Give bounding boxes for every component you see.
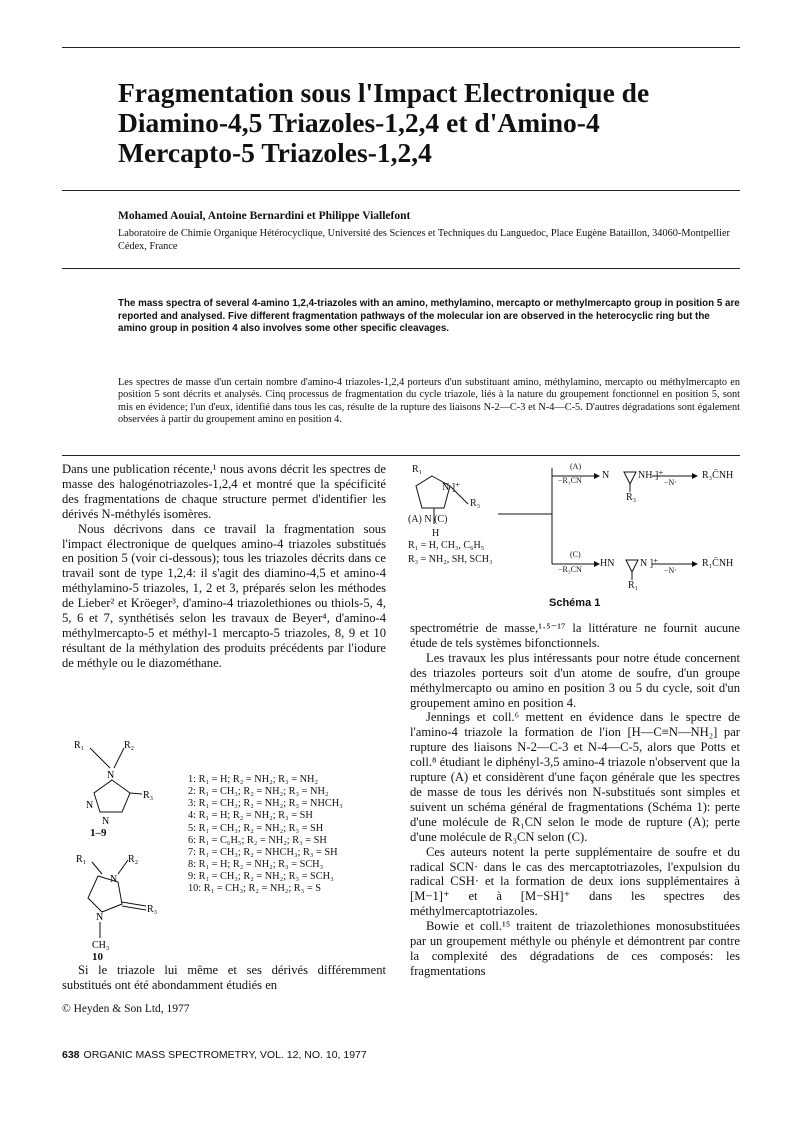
triazole-structure-10 bbox=[62, 852, 172, 952]
product-bottom: R₁C̄NH bbox=[702, 558, 734, 569]
article-title: Fragmentation sous l'Impact Electronique de Diamino-4,5 Triazoles-1,2,4 et d'Amino-4 Mercapto-5 Triazoles-1,2,4 bbox=[118, 77, 650, 168]
svg-text:R₂: R₂ bbox=[128, 854, 139, 865]
compound-list bbox=[188, 774, 343, 896]
abstract-french: Les spectres de masse d'un certain nombre d'amino-4 triazoles-1,2,4 porteurs d'un substituant amino, méthylamino, mercapto ou méthylmercapto en position 5 sont décrits et analysés. Cinq processus de fragmentation du cycle triazole, liés à la nature du groupement fonctionnel en position 5, sont mis en évidence; l'un d'eux, identifié dans tous les cas, résulte de la rupture des liaisons N-2—C-3 et N-4—C-5. D'autres dégradations sont également observées à partir du groupement amino en position 4. bbox=[118, 377, 740, 426]
paragraph: Ces auteurs notent la perte supplémentaire de soufre et du radical SCN· dans le cas des mercaptotriazoles, l'expulsion du radical CSH· et la formation de deux ions supplémentaires à [M−1]⁺ et à [M−SH]⁺ dans les spectres des méthylmercaptotriazoles. bbox=[410, 844, 740, 919]
compound-item: 4: R₁ = H; R₂ = NH₂; R₃ = SH bbox=[188, 810, 313, 822]
compound-item: 9: R₁ = CH₃; R₂ = NH₂; R₃ = SCH₃ bbox=[188, 871, 334, 883]
svg-text:R₂: R₂ bbox=[124, 740, 135, 751]
journal-reference: ORGANIC MASS SPECTROMETRY, VOL. 12, NO. 10, 1977 bbox=[83, 1049, 367, 1061]
svg-text:N: N bbox=[86, 800, 94, 811]
compound-item: 7: R₁ = CH₃; R₂ = NHCH₃; R₃ = SH bbox=[188, 846, 338, 858]
paragraph: Jennings et coll.⁶ mettent en évidence dans le spectre de l'amino-4 triazole la formation de l'ion [H—C≡N—NH₂] par rupture des liaisons N-2—C-3 et N-4—C-5, alors que Potts et coll.⁸ étudiant le diphényl-3,5 amino-4 triazole n'observent que la rupture (A) et considèrent d'une façon générale que les spectres de masse de tous les dérivés non N-substitués sont simples et suivent un schéma général de fragmentations (Schéma 1): perte d'une molécule de R₁CN selon le mode de rupture (A); perte d'une molécule de R₃CN selon (C). bbox=[410, 710, 740, 844]
compound-item: 5: R₁ = CH₃; R₂ = NH₂; R₃ = SH bbox=[188, 822, 324, 834]
r3-definition: R₃ = NH₂, SH, SCH₃ bbox=[408, 554, 493, 565]
paragraph: Si le triazole lui même et ses dérivés différemment substitués ont été abondamment étudiés en bbox=[62, 963, 386, 992]
svg-text:CH₃: CH₃ bbox=[92, 940, 110, 951]
copyright: © Heyden & Son Ltd, 1977 bbox=[62, 1003, 190, 1015]
paragraph: Dans une publication récente,¹ nous avons décrit les spectres de masse des halogénotriazoles-1,2,4 et montré que la spécificité des fragmentations de chaque structure permet d'identifier les dérivés N-méthylés isomères. bbox=[62, 462, 386, 521]
product-top: R₃C̄NH bbox=[702, 470, 734, 481]
svg-text:R₁: R₁ bbox=[74, 740, 85, 751]
top-rule bbox=[62, 47, 740, 48]
triazole-structure-1-9 bbox=[62, 738, 172, 828]
svg-text:N: N bbox=[102, 816, 110, 827]
left-column-top bbox=[62, 462, 386, 671]
compound-item: 8: R₁ = H; R₂ = NH₂; R₃ = SCH₃ bbox=[188, 859, 324, 871]
paragraph: Nous décrivons dans ce travail la fragmentation sous l'impact électronique de quelques amino-4 triazoles substitués en position 5 (voir ci-dessous); tous les triazoles décrits dans ce travail sont de type 1,2,4: il s'agit des diamino-4,5 et amino-4 méthylamino-5 triazoles, 1, 2 et 3, préparés selon les méthodes de Lieber² et Kröeger³, d'amino-4 triazolethiones ou thiols-5, 4, 5, 6 et 7, synthétisés selon les travaux de Beyer⁴, d'amino-4 méthylmercapto-5 et méthyl-1 mercapto-5 triazoles, 8, 9 et 10 résultant de la méthylation des produits précédents par l'iodure de méthyle ou le diazométhane. bbox=[62, 521, 386, 670]
scheme-caption: Schéma 1 bbox=[549, 597, 601, 609]
compound-item: 10: R₁ = CH₃; R₂ = NH₂; R₃ = S bbox=[188, 883, 321, 895]
compound-item: 1: R₁ = H; R₂ = NH₂; R₃ = NH₂ bbox=[188, 774, 319, 785]
abstract-english: The mass spectra of several 4-amino 1,2,4-triazoles with an amino, methylamino, mercapto or methylmercapto group in position 5 are reported and analysed. Five different fragmentation pathways of the molecular ion are observed in the heterocyclic ring but the amino group in position 4 also involves some other specific cleavages. bbox=[118, 298, 740, 335]
svg-text:N: N bbox=[96, 912, 104, 923]
path-c-loss: −R₃CN bbox=[558, 565, 582, 574]
fragmentation-scheme: R₁ N ]⁺ R₃ (A) N (C) H R₁ = H, CH₃, C₆H₅ R₃ = NH₂, SH, SCH₃ (A) −R₁CN N NH ]⁺ R₃ −N· R₃C̄NH (C) −R₃CN HN N ]⁺ R₁ −N· R₁C̄NH bbox=[408, 462, 734, 591]
path-a-label: (A) bbox=[570, 462, 582, 471]
paragraph: Les travaux les plus intéressants pour notre étude concernent des triazoles porteurs soit d'un atome de soufre, d'un groupe méthylmercapto ou amino en position 3 ou 5 du cycle, soit d'un groupement amino en position 4. bbox=[410, 650, 740, 710]
loss-nitrogen-bottom: −N· bbox=[664, 566, 677, 575]
svg-text:R₁: R₁ bbox=[76, 854, 87, 865]
path-c-label: (C) bbox=[570, 550, 581, 559]
authors: Mohamed Aouial, Antoine Bernardini et Philippe Viallefont bbox=[118, 210, 411, 222]
right-column bbox=[410, 621, 740, 979]
page-number: 638 bbox=[62, 1049, 80, 1061]
loss-nitrogen-top: −N· bbox=[664, 478, 677, 487]
paragraph: spectrométrie de masse,¹·⁵⁻¹⁷ la littérature ne fournit aucune étude de tels systèmes bifonctionnels. bbox=[410, 621, 740, 650]
paragraph: Bowie et coll.¹⁵ traitent de triazolethiones monosubstituées par un groupement méthyle ou phényle et démontrent par contre la complexité des dégradations de ces composés: les fragmentations bbox=[410, 919, 740, 978]
affiliation: Laboratoire de Chimie Organique Hétérocyclique, Université des Sciences et Techniques du Languedoc, Place Eugène Bataillon, 34060-Montpellier Cédex, France bbox=[118, 228, 730, 252]
structure-label-10: 10 bbox=[92, 951, 103, 963]
r1-definition: R₁ = H, CH₃, C₆H₅ bbox=[408, 540, 485, 551]
left-column-bottom bbox=[62, 963, 386, 993]
svg-text:N: N bbox=[107, 770, 115, 781]
page-footer bbox=[62, 1049, 367, 1061]
svg-text:R₃: R₃ bbox=[147, 904, 158, 915]
svg-text:R₃: R₃ bbox=[143, 790, 154, 801]
path-a-loss: −R₁CN bbox=[558, 476, 582, 485]
abstract-rule bbox=[62, 455, 740, 456]
affiliation-rule bbox=[62, 268, 740, 269]
compound-item: 3: R₁ = CH₃; R₂ = NH₂; R₃ = NHCH₃ bbox=[188, 798, 343, 810]
structure-label-1-9: 1–9 bbox=[90, 827, 107, 839]
compound-item: 2: R₁ = CH₃; R₂ = NH₂; R₃ = NH₂ bbox=[188, 786, 329, 798]
title-rule bbox=[62, 190, 740, 191]
compound-item: 6: R₁ = C₆H₅; R₂ = NH₂; R₃ = SH bbox=[188, 834, 327, 846]
svg-text:N: N bbox=[110, 874, 118, 885]
